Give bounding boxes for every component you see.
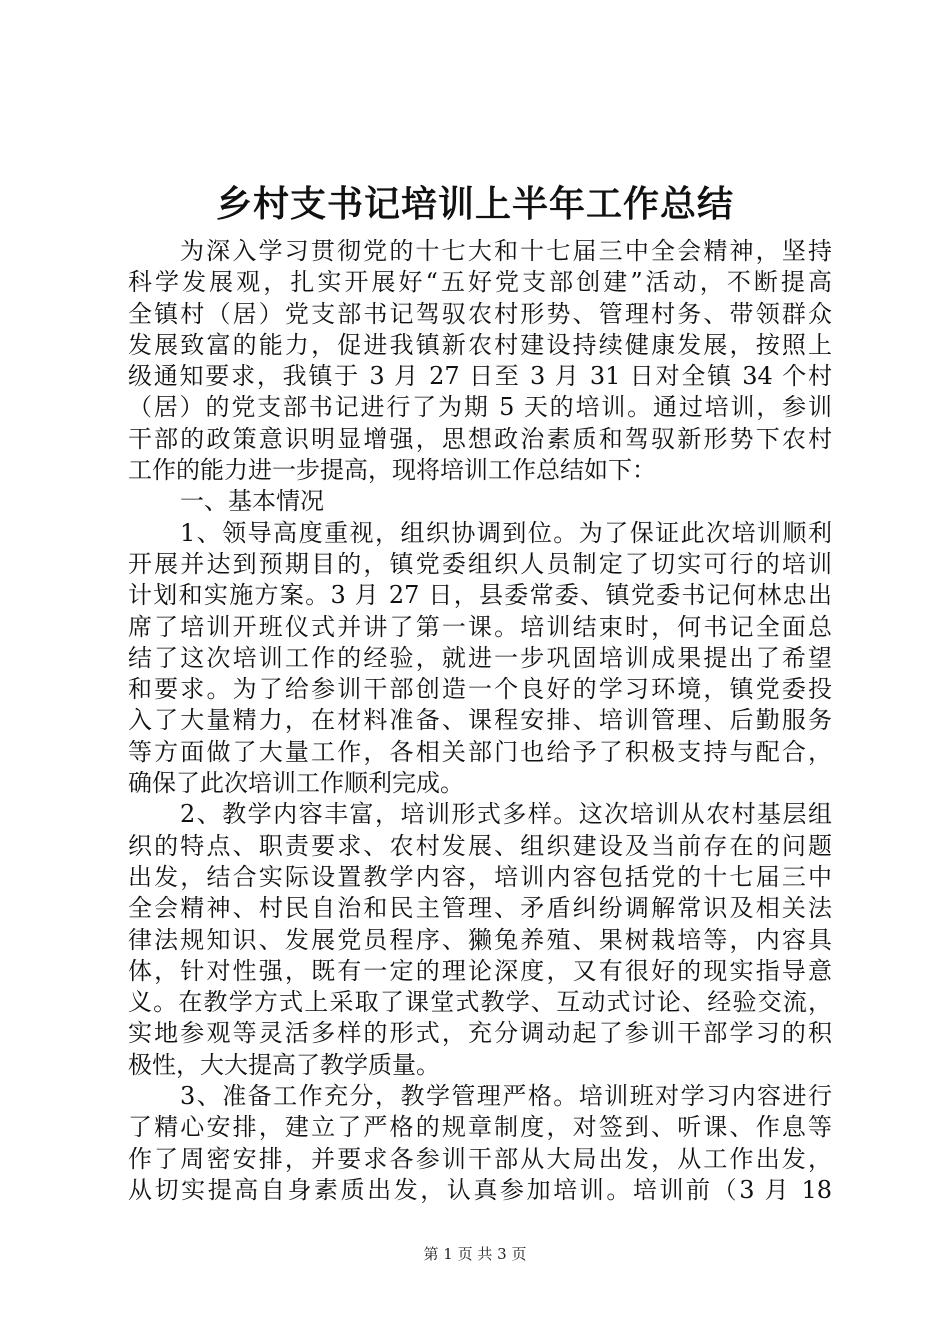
body-line: 开展并达到预期目的，镇党委组织人员制定了切实可行的培训 <box>128 549 832 578</box>
body-line: 为深入学习贯彻党的十七大和十七届三中全会精神，坚持 <box>180 237 832 265</box>
document-body <box>128 236 832 1206</box>
body-line: 织的特点、职责要求、农村发展、组织建设及当前存在的问题 <box>128 831 832 860</box>
body-line: 发展致富的能力，促进我镇新农村建设持续健康发展，按照上 <box>128 330 832 359</box>
body-line: 体，针对性强，既有一定的理论深度，又有很好的现实指导意 <box>128 956 832 985</box>
body-line: 等方面做了大量工作，各相关部门也给予了积极支持与配合， <box>128 737 832 766</box>
body-line: 律法规知识、发展党员程序、獭兔养殖、果树栽培等，内容具 <box>128 925 832 954</box>
body-line: 计划和实施方案。3 月 27 日，县委常委、镇党委书记何林忠出 <box>128 581 832 610</box>
body-line: 义。在教学方式上采取了课堂式教学、互动式讨论、经验交流， <box>128 988 832 1017</box>
body-line: 2、教学内容丰富，培训形式多样。这次培训从农村基层组 <box>180 800 832 829</box>
body-line: 全镇村（居）党支部书记驾驭农村形势、管理村务、带领群众 <box>128 299 832 328</box>
body-line: 实地参观等灵活多样的形式，充分调动起了参训干部学习的积 <box>128 1019 832 1048</box>
body-line: 全会精神、村民自治和民主管理、矛盾纠纷调解常识及相关法 <box>128 894 832 923</box>
body-line: 1、领导高度重视，组织协调到位。为了保证此次培训顺利 <box>180 518 832 547</box>
body-line: 级通知要求，我镇于 3 月 27 日至 3 月 31 日对全镇 34 个村 <box>128 362 832 391</box>
body-line: 入了大量精力，在材料准备、课程安排、培训管理、后勤服务 <box>128 706 832 735</box>
body-line: 确保了此次培训工作顺利完成。 <box>128 769 464 798</box>
body-line: 干部的政策意识明显增强，思想政治素质和驾驭新形势下农村 <box>128 424 832 453</box>
body-line: 出发，结合实际设置教学内容，培训内容包括党的十七届三中 <box>128 862 832 891</box>
body-line: 和要求。为了给参训干部创造一个良好的学习环境，镇党委投 <box>128 675 832 704</box>
body-line: 从切实提高自身素质出发，认真参加培训。培训前（3 月 18 <box>128 1175 832 1204</box>
body-line: 3、准备工作充分，教学管理严格。培训班对学习内容进行 <box>180 1082 832 1111</box>
body-line: 了精心安排，建立了严格的规章制度，对签到、听课、作息等 <box>128 1113 832 1142</box>
body-line: 极性，大大提高了教学质量。 <box>128 1050 440 1079</box>
section-heading: 一、基本情况 <box>180 487 324 516</box>
body-line: 席了培训开班仪式并讲了第一课。培训结束时，何书记全面总 <box>128 612 832 641</box>
page-footer: 第 1 页 共 3 页 <box>423 1245 527 1263</box>
body-line: 科学发展观，扎实开展好“五好党支部创建”活动，不断提高 <box>128 268 832 297</box>
body-line: （居）的党支部书记进行了为期 5 天的培训。通过培训，参训 <box>128 393 832 422</box>
body-line: 工作的能力进一步提高，现将培训工作总结如下： <box>128 456 656 485</box>
body-line: 结了这次培训工作的经验，就进一步巩固培训成果提出了希望 <box>128 643 832 672</box>
document-title: 乡村支书记培训上半年工作总结 <box>215 183 734 225</box>
body-line: 作了周密安排，并要求各参训干部从大局出发，从工作出发， <box>128 1144 832 1173</box>
